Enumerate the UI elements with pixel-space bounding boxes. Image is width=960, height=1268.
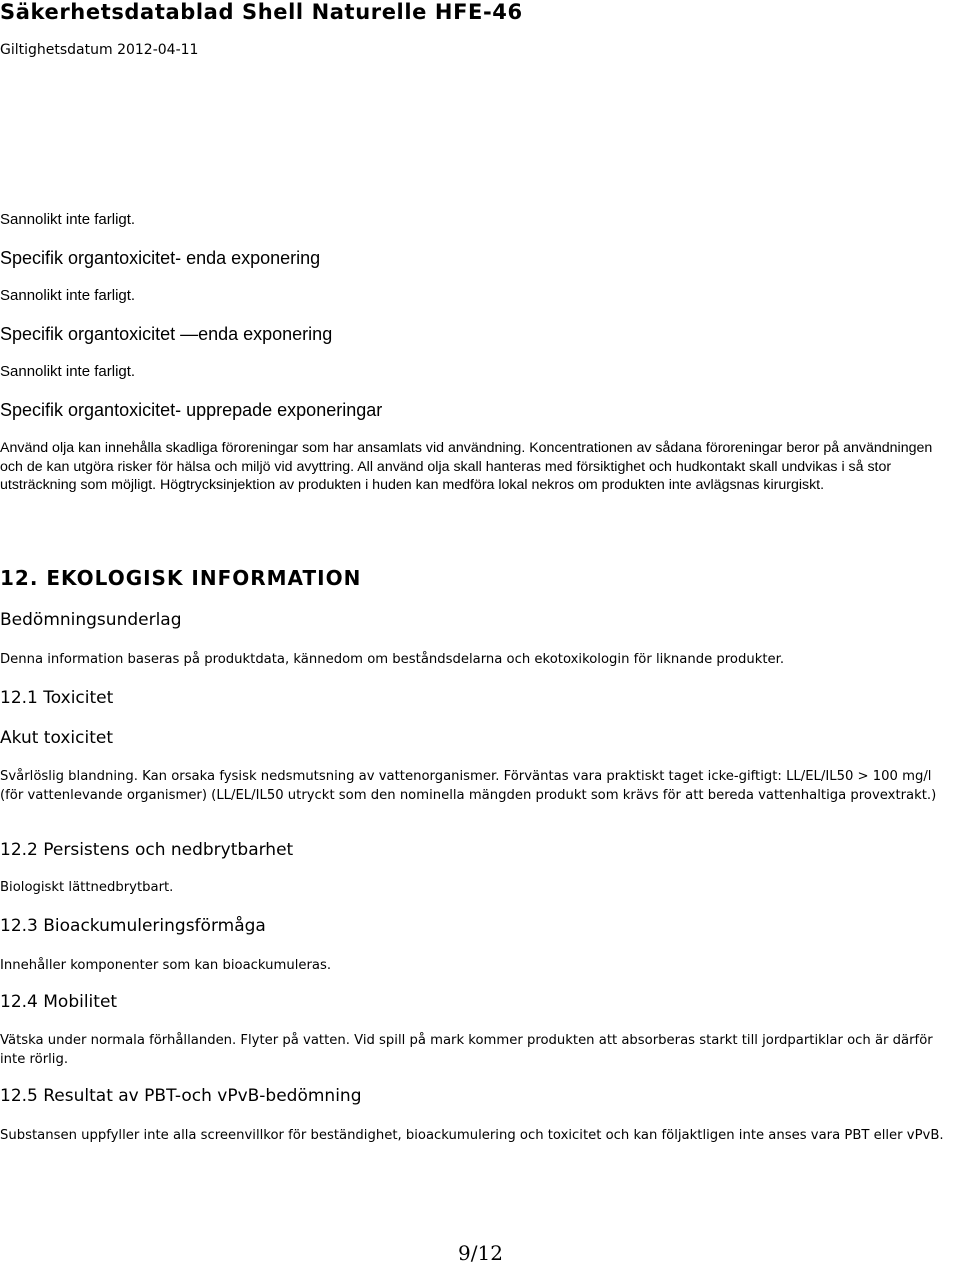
acute-toxicity-text: Svårlöslig blandning. Kan orsaka fysisk nedsmutsning av vattenorganismer. Förväntas vara praktiskt taget icke-giftigt: LL/EL/IL50 > 100 mg/l (för vattenlevande organismer) (LL/EL/IL50 utryckt som den nominella mängden produkt som krävs för att bereda vattenhaltiga provextrakt.) bbox=[0, 769, 937, 803]
pbt-text: Substansen uppfyller inte alla screenvillkor för beständighet, bioackumulering och toxicitet och kan följaktligen inte anses vara PBT eller vPvB. bbox=[0, 1128, 944, 1143]
acute-toxicity-heading: Akut toxicitet bbox=[0, 728, 113, 748]
pbt-heading: 12.5 Resultat av PBT-och vPvB-bedömning bbox=[0, 1086, 362, 1106]
stot-single-heading-2: Specifik organtoxicitet —enda exponering bbox=[0, 324, 333, 344]
basis-text: Denna information baseras på produktdata, kännedom om beståndsdelarna och ekotoxikologin för liknande produkter. bbox=[0, 652, 785, 667]
assessment-line-2: Sannolikt inte farligt. bbox=[0, 287, 136, 304]
persistence-heading: 12.2 Persistens och nedbrytbarhet bbox=[0, 840, 294, 860]
stot-single-heading-1: Specifik organtoxicitet- enda exponering bbox=[0, 248, 321, 268]
persistence-text: Biologiskt lättnedbrytbart. bbox=[0, 880, 174, 895]
mobility-text: Vätska under normala förhållanden. Flyter på vatten. Vid spill på mark kommer produkten att absorberas starkt till jordpartiklar och är därför inte rörlig. bbox=[0, 1033, 933, 1067]
bioaccumulation-text: Innehåller komponenter som kan bioackumuleras. bbox=[0, 958, 332, 973]
toxicity-heading: 12.1 Toxicitet bbox=[0, 688, 114, 708]
stot-repeated-heading: Specifik organtoxicitet- upprepade exponeringar bbox=[0, 400, 383, 420]
section-12-heading: 12. EKOLOGISK INFORMATION bbox=[0, 566, 362, 590]
validity-date: Giltighetsdatum 2012-04-11 bbox=[0, 42, 199, 58]
page-number: 9/12 bbox=[458, 1241, 503, 1265]
assessment-line-3: Sannolikt inte farligt. bbox=[0, 363, 136, 380]
document-title: Säkerhetsdatablad Shell Naturelle HFE-46 bbox=[0, 0, 523, 24]
bioaccumulation-heading: 12.3 Bioackumuleringsförmåga bbox=[0, 916, 266, 936]
assessment-line-1: Sannolikt inte farligt. bbox=[0, 211, 136, 228]
basis-heading: Bedömningsunderlag bbox=[0, 610, 182, 630]
mobility-heading: 12.4 Mobilitet bbox=[0, 992, 118, 1012]
used-oil-paragraph: Använd olja kan innehålla skadliga föroreningar som har ansamlats vid användning. Koncentrationen av sådana föroreningar beror på användningen och de kan utgöra risker för hälsa och miljö vid avyttring. All använd olja skall hanteras med försiktighet och hudkontakt skall undvikas i så stor utsträckning som möjligt. Högtrycksinjektion av produkten i huden kan medföra lokal nekros om produkten inte avlägsnas kirurgiskt. bbox=[0, 440, 933, 493]
